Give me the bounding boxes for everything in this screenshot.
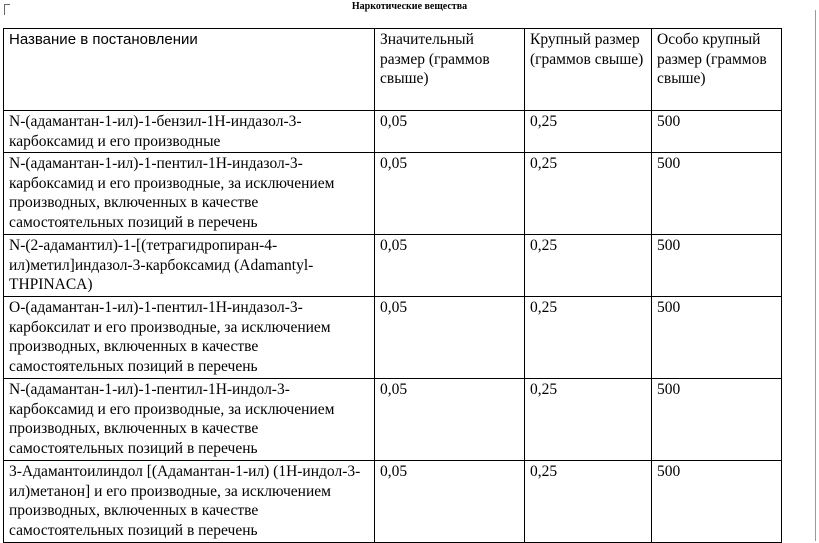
especially-large-size-value: 500 <box>652 379 782 461</box>
especially-large-size-value: 500 <box>652 153 782 235</box>
table-header-row <box>4 29 782 111</box>
significant-size-value: 0,05 <box>375 111 525 153</box>
table-row <box>4 111 782 153</box>
especially-large-size-value: 500 <box>652 297 782 379</box>
significant-size-value: 0,05 <box>375 235 525 297</box>
header-name: Название в постановлении <box>4 29 375 111</box>
large-size-value: 0,25 <box>525 153 652 235</box>
substance-name: N-(адамантан-1-ил)-1-бензил-1Н-индазол-3-карбоксамид и его производные <box>4 111 375 153</box>
significant-size-value: 0,05 <box>375 461 525 543</box>
especially-large-size-value: 500 <box>652 111 782 153</box>
substance-name: 3-Адамантоилиндол [(Адамантан-1-ил) (1Н-индол-3-ил)метанон] и его производные, за исключением производных, включенных в качестве самостоятельных позиций в перечень <box>4 461 375 543</box>
table-row <box>4 379 782 461</box>
table-row <box>4 461 782 543</box>
header-large-size: Крупный размер (граммов свыше) <box>525 29 652 111</box>
substance-name: N-(адамантан-1-ил)-1-пентил-1Н-индол-3-карбоксамид и его производные, за исключением производных, включенных в качестве самостоятельных позиций в перечень <box>4 379 375 461</box>
significant-size-value: 0,05 <box>375 153 525 235</box>
narcotics-table <box>3 28 782 543</box>
table-row <box>4 153 782 235</box>
large-size-value: 0,25 <box>525 379 652 461</box>
large-size-value: 0,25 <box>525 461 652 543</box>
large-size-value: 0,25 <box>525 111 652 153</box>
page-title: Наркотические вещества <box>351 1 468 12</box>
page-edge-line <box>815 10 816 541</box>
significant-size-value: 0,05 <box>375 297 525 379</box>
header-especially-large-size: Особо крупный размер (граммов свыше) <box>652 29 782 111</box>
substance-name: N-(адамантан-1-ил)-1-пентил-1Н-индазол-3-карбоксамид и его производные, за исключением производных, включенных в качестве самостоятельных позиций в перечень <box>4 153 375 235</box>
significant-size-value: 0,05 <box>375 379 525 461</box>
header-significant-size: Значительный размер (граммов свыше) <box>375 29 525 111</box>
large-size-value: 0,25 <box>525 297 652 379</box>
large-size-value: 0,25 <box>525 235 652 297</box>
especially-large-size-value: 500 <box>652 461 782 543</box>
substance-name: О-(адамантан-1-ил)-1-пентил-1Н-индазол-3-карбоксилат и его производные, за исключением производных, включенных в качестве самостоятельных позиций в перечень <box>4 297 375 379</box>
especially-large-size-value: 500 <box>652 235 782 297</box>
table-row <box>4 297 782 379</box>
table-row <box>4 235 782 297</box>
substance-name: N-(2-адамантил)-1-[(тетрагидропиран-4-ил)метил]индазол-3-карбоксамид (Adamantyl-THPINACA) <box>4 235 375 297</box>
